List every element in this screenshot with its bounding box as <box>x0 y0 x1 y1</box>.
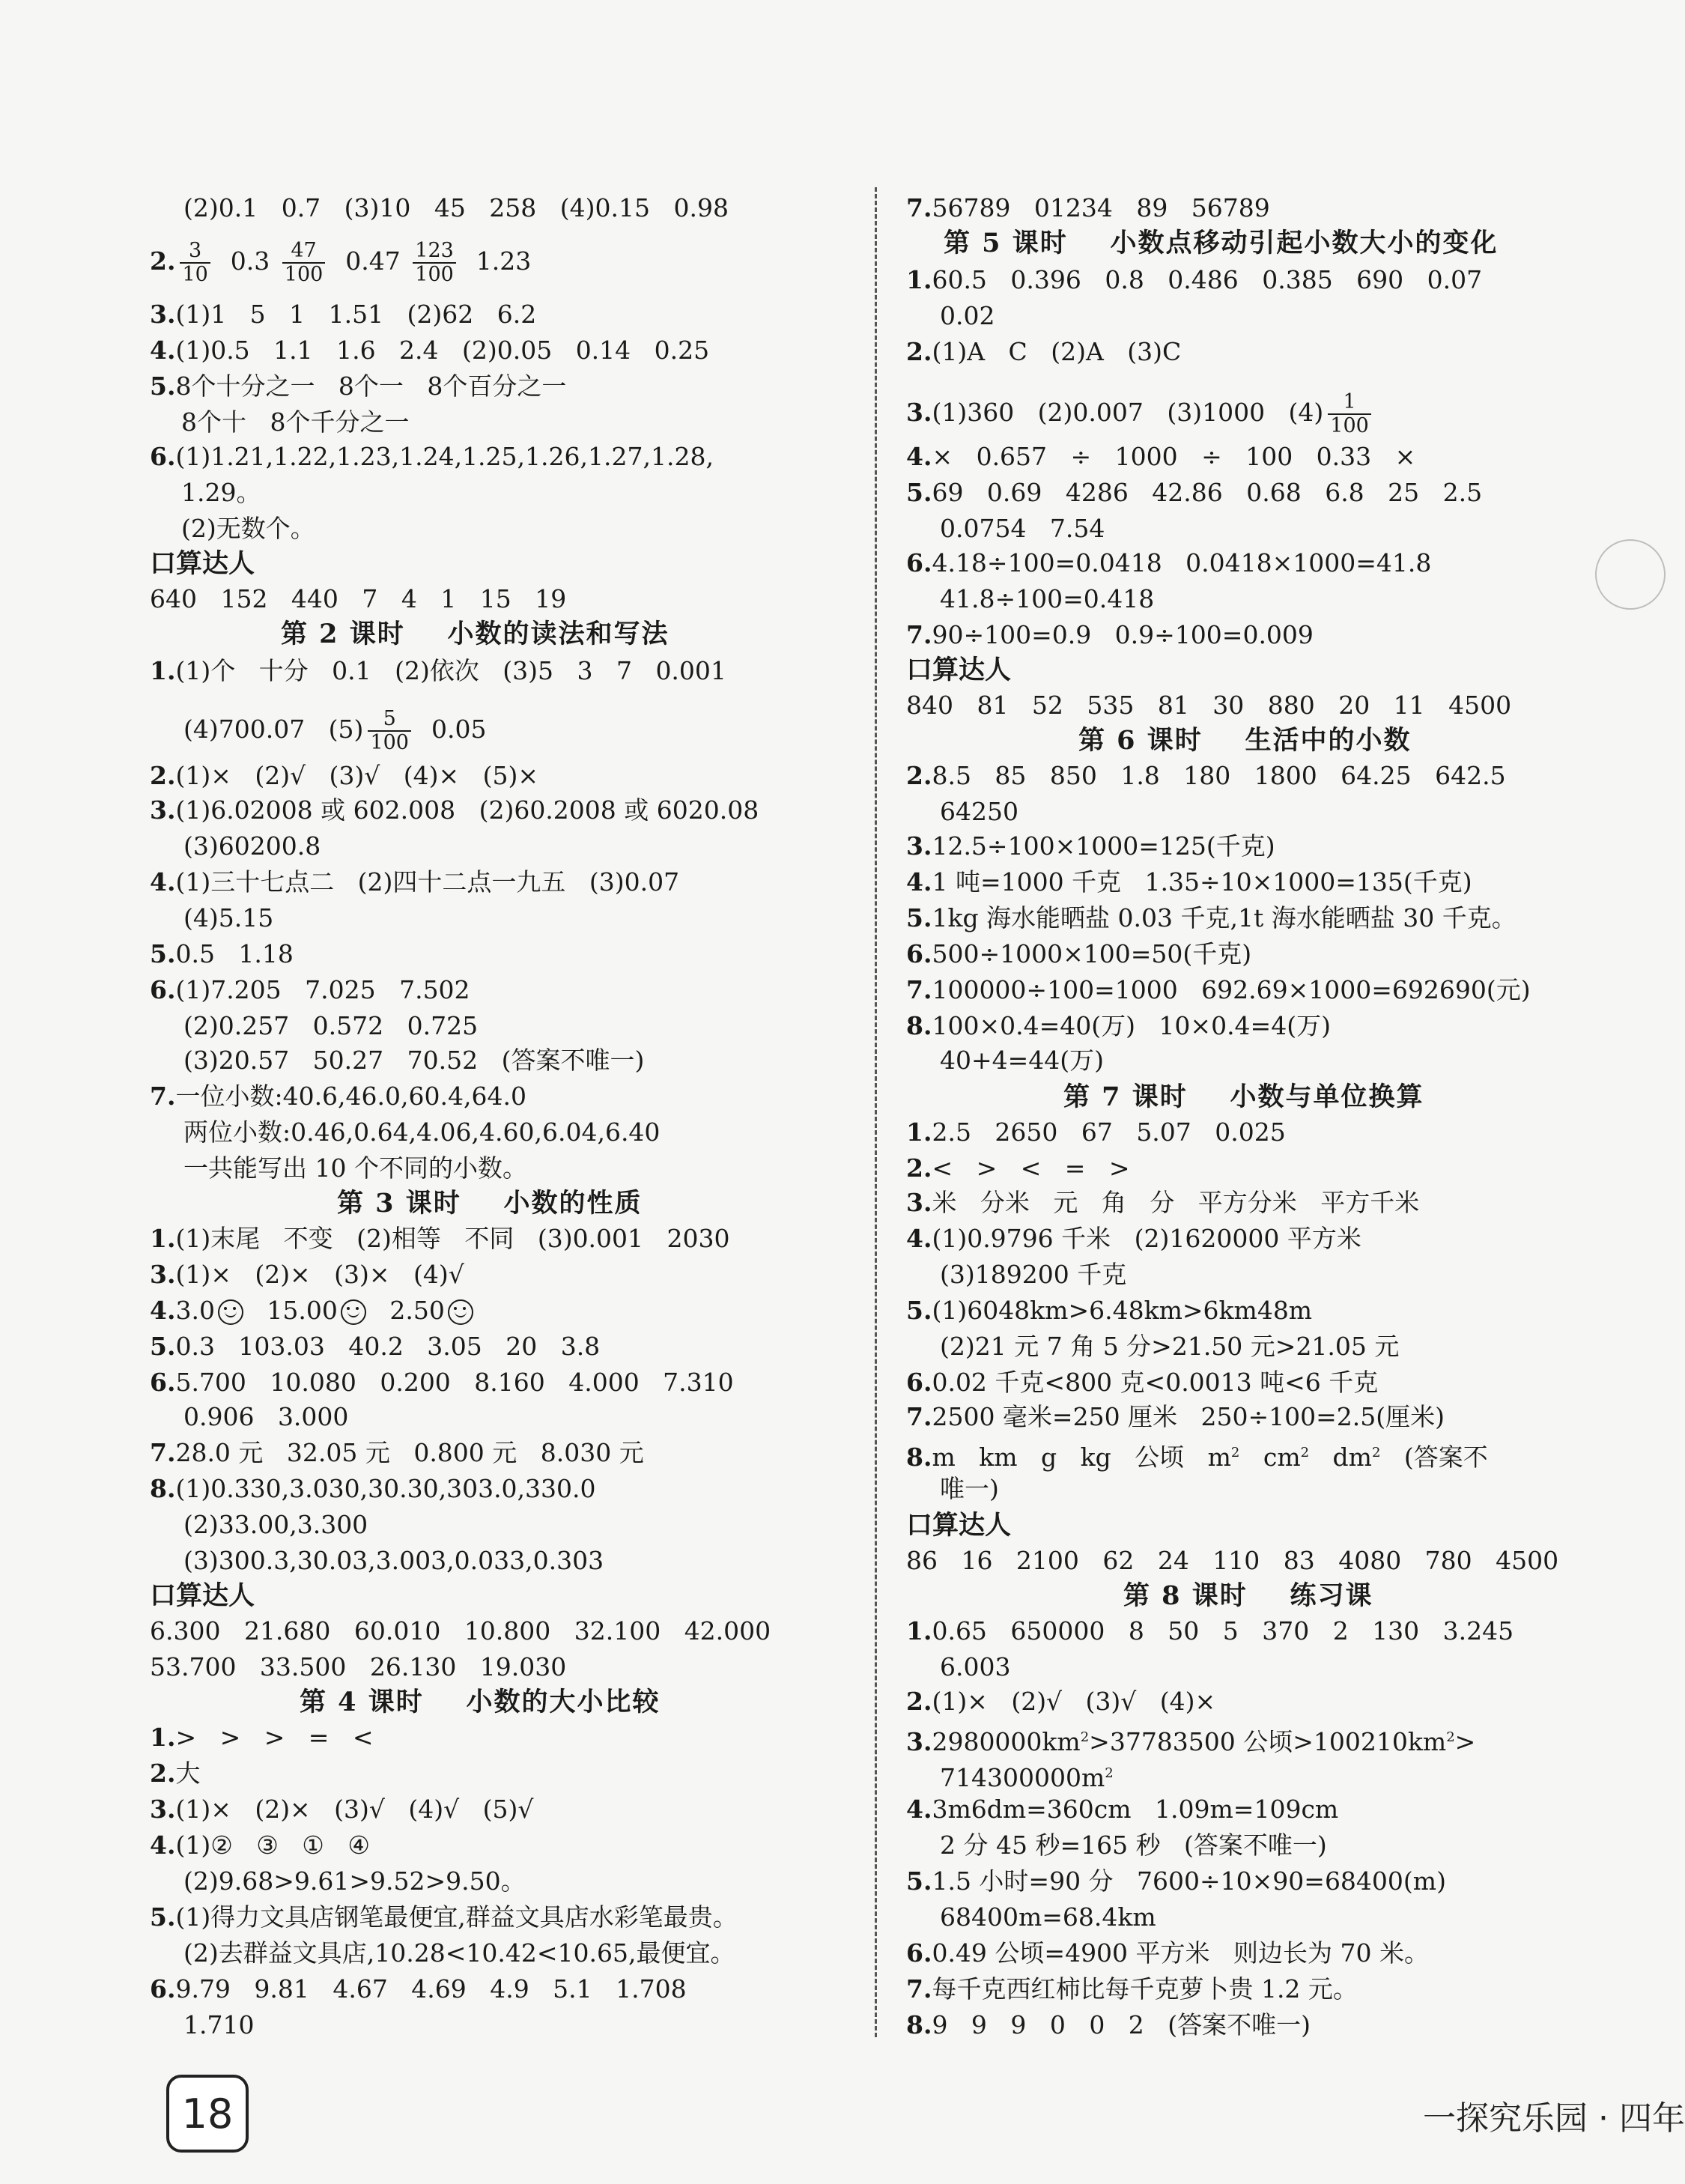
answer-text: 90÷100=0.9 0.9÷100=0.009 <box>932 620 1314 649</box>
lesson-heading: 第 5 课时 小数点移动引起小数大小的变化 <box>944 228 1499 258</box>
answer-line <box>183 831 321 861</box>
question-number: 6. <box>150 1974 176 2003</box>
answer-text: (1)6048km>6.48km>6km48m <box>932 1296 1313 1325</box>
superscript: 2 <box>1371 1445 1381 1460</box>
answer-line <box>150 795 759 825</box>
question-number: 1. <box>906 1616 932 1645</box>
answer-text: (1)1.21,1.22,1.23,1.24,1.25,1.26,1.27,1.28, <box>175 442 714 471</box>
question-number: 2. <box>906 761 932 790</box>
answer-text: 0.05 <box>415 715 487 744</box>
answer-line <box>940 514 1105 544</box>
question-number: 7. <box>906 975 932 1004</box>
answer-text: (2)21 元 7 角 5 分>21.50 元>21.05 元 <box>940 1332 1400 1361</box>
answer-line <box>940 1759 1114 1793</box>
answer-text: 两位小数:0.46,0.64,4.06,4.60,6.04,6.40 <box>183 1117 661 1147</box>
answer-line <box>906 939 1251 969</box>
answer-line <box>940 1474 999 1504</box>
question-number: 7. <box>906 620 932 649</box>
answer-line <box>150 1902 738 1932</box>
question-number: 5. <box>906 1296 932 1325</box>
fraction <box>282 240 326 286</box>
answer-text: 0.5 1.18 <box>175 939 294 968</box>
question-number: 7. <box>150 1438 176 1467</box>
answer-line <box>150 1759 200 1789</box>
lesson-heading: 第 3 课时 小数的性质 <box>337 1188 643 1219</box>
answer-line <box>906 1687 1215 1717</box>
question-number: 4. <box>906 442 932 471</box>
fraction <box>413 240 456 286</box>
answer-text: m km g kg 公顷 m <box>932 1443 1231 1472</box>
question-number: 5. <box>150 1902 176 1932</box>
answer-line <box>150 300 536 330</box>
answer-text: 64250 <box>940 797 1018 826</box>
answer-text: 2980000km <box>932 1727 1081 1756</box>
answer-line <box>906 1188 1419 1218</box>
answer-line <box>183 1117 660 1147</box>
answer-text: (2)无数个。 <box>181 514 315 543</box>
answer-text: 714300000m <box>940 1763 1105 1792</box>
answer-text: 69 0.69 4286 42.86 0.68 6.8 25 2.5 <box>932 478 1483 507</box>
answer-text: 840 81 52 535 81 30 880 20 11 4500 <box>906 691 1512 720</box>
answer-text: (1)② ③ ① ④ <box>175 1830 370 1860</box>
answer-line <box>940 584 1154 614</box>
question-number: 6. <box>150 1368 176 1397</box>
answer-line <box>150 1795 533 1824</box>
answer-line <box>150 867 679 897</box>
fraction-denominator: 10 <box>182 263 208 286</box>
answer-text: > > > = < <box>175 1723 374 1752</box>
answer-text: 41.8÷100=0.418 <box>940 584 1155 613</box>
answer-text: (1)× (2)√ (3)√ (4)× <box>932 1687 1216 1716</box>
question-number: 3. <box>906 398 932 427</box>
question-number: 6. <box>906 1368 932 1397</box>
answer-text: 4.18÷100=0.0418 0.0418×1000=41.8 <box>932 548 1432 577</box>
superscript: 2 <box>1300 1445 1310 1460</box>
answer-text: 9 9 9 0 0 2 (答案不唯一) <box>932 2010 1311 2039</box>
page-number-box <box>166 2075 249 2153</box>
answer-line <box>906 193 1270 223</box>
answer-text: 1.5 小时=90 分 7600÷10×90=68400(m) <box>932 1866 1446 1896</box>
answer-text: < > < = > <box>932 1153 1130 1183</box>
answer-text: (1)末尾 不变 (2)相等 不同 (3)0.001 2030 <box>175 1224 730 1253</box>
answer-line <box>183 1153 527 1183</box>
question-number: 2. <box>906 1153 932 1183</box>
question-number: 5. <box>150 1332 176 1361</box>
superscript: 2 <box>1230 1445 1240 1460</box>
answer-text: 大 <box>175 1759 201 1788</box>
fraction-denominator: 100 <box>284 263 324 286</box>
question-number: 3. <box>150 795 176 825</box>
answer-text: 1.710 <box>183 2010 255 2039</box>
answer-text: 0.02 <box>940 301 995 330</box>
question-number: 1. <box>150 656 176 685</box>
smiley-icon <box>448 1299 473 1325</box>
question-number: 8. <box>906 1443 932 1472</box>
answer-text: > <box>1454 1727 1476 1756</box>
answer-text: 100×0.4=40(万) 10×0.4=4(万) <box>932 1011 1331 1040</box>
answer-line <box>906 903 1516 933</box>
question-number: 6. <box>150 975 176 1004</box>
answer-line <box>183 1938 735 1968</box>
answer-line <box>150 1723 374 1753</box>
answer-line <box>906 1938 1429 1968</box>
question-number: 1. <box>150 1224 176 1253</box>
answer-text: 86 16 2100 62 24 110 83 4080 780 4500 <box>906 1546 1559 1575</box>
answer-text: dm <box>1309 1443 1372 1472</box>
answer-line <box>150 1438 644 1468</box>
question-number: 6. <box>150 442 176 471</box>
answer-line <box>906 1546 1558 1576</box>
answer-text: (1)1 5 1 1.51 (2)62 6.2 <box>175 300 537 329</box>
answer-text: 56789 01234 89 56789 <box>932 193 1270 222</box>
question-number: 6. <box>906 1938 932 1968</box>
answer-line <box>906 1795 1338 1824</box>
footer-title: 一探究乐园 · 四年 <box>1423 2099 1685 2138</box>
section-title: 口算达人 <box>906 655 1012 685</box>
answer-line <box>906 1368 1378 1398</box>
answer-text: (2)33.00,3.300 <box>183 1510 368 1539</box>
answer-text: 8.5 85 850 1.8 180 1800 64.25 642.5 <box>932 761 1506 790</box>
answer-text: (答案不 <box>1380 1443 1488 1472</box>
answer-line <box>150 1224 730 1254</box>
lesson-heading: 第 2 课时 小数的读法和写法 <box>281 619 670 649</box>
answer-line <box>906 548 1431 578</box>
section-title: 口算达人 <box>906 1510 1012 1541</box>
answer-text: 9.79 9.81 4.67 4.69 4.9 5.1 1.708 <box>175 1974 687 2003</box>
answer-line <box>906 478 1482 508</box>
answer-line <box>906 265 1482 295</box>
answer-line <box>906 1723 1475 1757</box>
answer-line <box>183 1011 478 1041</box>
answer-text: 2500 毫米=250 厘米 250÷100=2.5(厘米) <box>932 1402 1445 1431</box>
lesson-heading: 第 6 课时 生活中的小数 <box>1078 725 1412 756</box>
answer-text: 12.5÷100×1000=125(千克) <box>932 831 1275 861</box>
question-number: 8. <box>906 2010 932 2039</box>
fraction-numerator: 5 <box>368 708 411 732</box>
answer-line <box>906 1438 1488 1472</box>
answer-line <box>183 903 273 933</box>
lesson-heading: 第 7 课时 小数与单位换算 <box>1063 1082 1424 1112</box>
answer-text: 15.00 <box>243 1296 338 1325</box>
smiley-icon <box>218 1299 243 1325</box>
answer-text: 68400m=68.4km <box>940 1902 1156 1932</box>
answer-line <box>150 442 714 472</box>
answer-line <box>150 975 470 1005</box>
question-number: 1. <box>906 1117 932 1147</box>
answer-text: 1 吨=1000 千克 1.35÷10×1000=135(千克) <box>932 867 1472 897</box>
answer-text: (1)个 十分 0.1 (2)依次 (3)5 3 7 0.001 <box>175 656 726 685</box>
answer-line <box>906 1011 1331 1041</box>
fraction-numerator: 123 <box>413 240 456 264</box>
answer-text: 2.5 2650 67 5.07 0.025 <box>932 1117 1286 1147</box>
answer-line <box>183 1546 604 1576</box>
answer-text: >37783500 公顷>100210km <box>1089 1727 1447 1756</box>
question-number: 1. <box>906 265 932 294</box>
answer-text: 米 分米 元 角 分 平方分米 平方千米 <box>932 1188 1420 1217</box>
page-number: 18 <box>181 2090 234 2138</box>
answer-line <box>906 1117 1286 1147</box>
question-number: 3. <box>150 300 176 329</box>
answer-text: (1)× (2)× (3)√ (4)√ (5)√ <box>175 1795 534 1824</box>
answer-line <box>150 336 709 365</box>
answer-text: 0.3 103.03 40.2 3.05 20 3.8 <box>175 1332 601 1361</box>
answer-line <box>150 584 566 614</box>
answer-line <box>940 1046 1104 1076</box>
answer-line <box>906 975 1531 1005</box>
lesson-heading: 第 4 课时 小数的大小比较 <box>300 1687 661 1717</box>
answer-line <box>906 1153 1130 1183</box>
question-number: 8. <box>906 1011 932 1040</box>
answer-text: 一共能写出 10 个不同的小数。 <box>183 1153 527 1183</box>
question-number: 3. <box>906 1188 932 1217</box>
answer-text: 3.0 <box>175 1296 215 1325</box>
answer-text: 1.23 <box>460 246 532 276</box>
answer-text: 0.02 千克<800 克<0.0013 吨<6 千克 <box>932 1368 1379 1397</box>
answer-line <box>150 1332 600 1362</box>
answer-line <box>181 407 409 437</box>
question-number: 4. <box>150 336 176 365</box>
answer-text: (2)9.68>9.61>9.52>9.50。 <box>183 1866 526 1896</box>
question-number: 6. <box>906 939 932 968</box>
fraction-numerator: 1 <box>1328 391 1371 415</box>
fraction-denominator: 100 <box>370 731 409 754</box>
smiley-icon <box>341 1299 366 1325</box>
question-number: 8. <box>150 1474 176 1503</box>
question-number: 4. <box>150 1830 176 1860</box>
answer-line <box>906 867 1472 897</box>
question-number: 1. <box>150 1723 176 1752</box>
answer-line <box>906 691 1511 721</box>
column-divider <box>875 187 877 2037</box>
question-number: 2. <box>150 761 176 790</box>
question-number: 2. <box>150 1759 176 1788</box>
answer-text: (3)20.57 50.27 70.52 (答案不唯一) <box>183 1046 645 1075</box>
answer-line <box>183 708 486 754</box>
answer-line <box>940 797 1018 827</box>
answer-line <box>906 1866 1446 1896</box>
answer-line <box>183 193 729 223</box>
question-number: 2. <box>906 1687 932 1716</box>
answer-line <box>940 1830 1327 1860</box>
answer-text: 8个十 8个千分之一 <box>181 407 410 437</box>
fraction <box>1328 391 1371 437</box>
answer-text: (1)6.02008 或 602.008 (2)60.2008 或 6020.08 <box>175 795 759 825</box>
fraction-numerator: 47 <box>282 240 326 264</box>
question-number: 7. <box>906 1974 932 2003</box>
answer-line <box>906 337 1181 367</box>
answer-line <box>906 761 1506 791</box>
answer-line <box>150 1830 370 1860</box>
answer-text: 2 分 45 秒=165 秒 (答案不唯一) <box>940 1830 1327 1860</box>
answer-text: cm <box>1239 1443 1301 1472</box>
answer-line <box>906 620 1314 650</box>
answer-text: 500÷1000×100=50(千克) <box>932 939 1252 968</box>
answer-text: (3)60200.8 <box>183 831 321 861</box>
answer-text: (4)5.15 <box>183 903 274 932</box>
answer-text: (2)0.1 0.7 (3)10 45 258 (4)0.15 0.98 <box>183 193 729 222</box>
answer-line <box>183 2010 254 2040</box>
superscript: 2 <box>1105 1765 1114 1781</box>
answer-text: 6.003 <box>940 1652 1011 1681</box>
answer-text: 0.49 公顷=4900 平方米 则边长为 70 米。 <box>932 1938 1429 1968</box>
answer-text: 0.65 650000 8 50 5 370 2 130 3.245 <box>932 1616 1514 1645</box>
answer-text: 5.700 10.080 0.200 8.160 4.000 7.310 <box>175 1368 734 1397</box>
answer-line <box>181 514 315 544</box>
answer-line <box>181 478 261 508</box>
answer-line <box>150 761 538 791</box>
answer-line <box>906 831 1275 861</box>
answer-line <box>940 1260 1126 1290</box>
answer-line <box>906 391 1376 437</box>
answer-text: (1)A C (2)A (3)C <box>932 337 1182 366</box>
answer-line <box>906 1616 1514 1646</box>
answer-line <box>150 1974 687 2004</box>
answer-text: (1)360 (2)0.007 (3)1000 (4) <box>932 398 1324 427</box>
answer-text: (1)7.205 7.025 7.502 <box>175 975 470 1004</box>
answer-text: (1)0.5 1.1 1.6 2.4 (2)0.05 0.14 0.25 <box>175 336 710 365</box>
answer-line <box>940 1652 1010 1682</box>
answer-line <box>150 371 566 401</box>
question-number: 3. <box>150 1260 176 1289</box>
answer-text: 0.47 <box>330 246 409 276</box>
fraction <box>368 708 411 754</box>
answer-line <box>150 1296 473 1326</box>
answer-text: 1kg 海水能晒盐 0.03 千克,1t 海水能晒盐 30 千克。 <box>932 903 1516 932</box>
answer-line <box>150 1474 596 1504</box>
answer-line <box>150 1260 464 1290</box>
question-number: 5. <box>150 939 176 968</box>
answer-text: 100000÷100=1000 692.69×1000=692690(元) <box>932 975 1531 1004</box>
section-title: 口算达人 <box>150 548 255 579</box>
answer-text: 3m6dm=360cm 1.09m=109cm <box>932 1795 1339 1824</box>
answer-text: (2)0.257 0.572 0.725 <box>183 1011 479 1040</box>
stamp-mark <box>1595 539 1666 610</box>
question-number: 4. <box>906 867 932 897</box>
question-number: 5. <box>906 478 932 507</box>
answer-text: (1)× (2)√ (3)√ (4)× (5)× <box>175 761 539 790</box>
question-number: 4. <box>906 1224 932 1253</box>
answer-text: 6.300 21.680 60.010 10.800 32.100 42.000 <box>150 1616 771 1645</box>
question-number: 2. <box>906 337 932 366</box>
answer-line <box>906 1224 1361 1254</box>
answer-text: 0.906 3.000 <box>183 1402 349 1431</box>
answer-text: 53.700 33.500 26.130 19.030 <box>150 1652 567 1681</box>
question-number: 3. <box>906 831 932 861</box>
answer-text: (3)300.3,30.03,3.003,0.033,0.303 <box>183 1546 604 1575</box>
question-number: 5. <box>150 371 176 401</box>
answer-line <box>906 442 1415 472</box>
answer-text: (1)× (2)× (3)× (4)√ <box>175 1260 464 1289</box>
answer-text: (1)0.330,3.030,30.30,303.0,330.0 <box>175 1474 596 1503</box>
answer-text: 唯一) <box>940 1474 999 1503</box>
answer-line <box>906 1296 1312 1326</box>
answer-text: (2)去群益文具店,10.28<10.42<10.65,最便宜。 <box>183 1938 735 1968</box>
question-number: 7. <box>906 1402 932 1431</box>
question-number: 4. <box>906 1795 932 1824</box>
answer-text: 一位小数:40.6,46.0,60.4,64.0 <box>175 1082 526 1111</box>
question-number: 4. <box>150 1296 176 1325</box>
answer-text: (3)189200 千克 <box>940 1260 1127 1289</box>
answer-text: (1)得力文具店钢笔最便宜,群益文具店水彩笔最贵。 <box>175 1902 738 1932</box>
answer-line <box>940 301 995 331</box>
question-number: 5. <box>906 903 932 932</box>
answer-line <box>183 1510 368 1540</box>
answer-line <box>906 1402 1445 1432</box>
question-number: 7. <box>906 193 932 222</box>
answer-line <box>906 1974 1358 2004</box>
answer-text: 60.5 0.396 0.8 0.486 0.385 690 0.07 <box>932 265 1483 294</box>
answer-line <box>150 656 726 686</box>
answer-text: × 0.657 ÷ 1000 ÷ 100 0.33 × <box>932 442 1416 471</box>
fraction <box>180 240 210 286</box>
answer-text: 640 152 440 7 4 1 15 19 <box>150 584 567 613</box>
answer-line <box>940 1332 1399 1362</box>
answer-line <box>183 1046 644 1076</box>
answer-text: 28.0 元 32.05 元 0.800 元 8.030 元 <box>175 1438 644 1467</box>
superscript: 2 <box>1446 1729 1455 1745</box>
question-number: 3. <box>906 1727 932 1756</box>
answer-text: 0.0754 7.54 <box>940 514 1105 543</box>
superscript: 2 <box>1080 1729 1090 1745</box>
answer-line <box>183 1402 348 1432</box>
answer-text: (4)700.07 (5) <box>183 715 364 744</box>
answer-text: 0.3 <box>214 246 278 276</box>
fraction-numerator: 3 <box>180 240 210 264</box>
answer-line <box>940 1902 1156 1932</box>
answer-text: (1)0.9796 千米 (2)1620000 平方米 <box>932 1224 1361 1253</box>
answer-text: 8个十分之一 8个一 8个百分之一 <box>175 371 567 401</box>
question-number: 3. <box>150 1795 176 1824</box>
question-number: 2. <box>150 246 176 276</box>
answer-line <box>150 1616 771 1646</box>
answer-text: 40+4=44(万) <box>940 1046 1105 1075</box>
answer-text: 2.50 <box>365 1296 445 1325</box>
answer-text: 1.29。 <box>181 478 261 507</box>
answer-line <box>150 1082 526 1111</box>
answer-line <box>150 240 531 286</box>
section-title: 口算达人 <box>150 1580 255 1611</box>
question-number: 6. <box>906 548 932 577</box>
question-number: 7. <box>150 1082 176 1111</box>
lesson-heading: 第 8 课时 练习课 <box>1123 1580 1373 1611</box>
answer-line <box>150 1652 566 1682</box>
fraction-denominator: 100 <box>1330 414 1369 437</box>
answer-line <box>183 1866 526 1896</box>
answer-line <box>906 2010 1311 2040</box>
question-number: 5. <box>906 1866 932 1896</box>
question-number: 4. <box>150 867 176 897</box>
answer-text: 每千克西红柿比每千克萝卜贵 1.2 元。 <box>932 1974 1358 2003</box>
fraction-denominator: 100 <box>415 263 454 286</box>
answer-line <box>150 939 294 969</box>
answer-text: (1)三十七点二 (2)四十二点一九五 (3)0.07 <box>175 867 680 897</box>
answer-line <box>150 1368 734 1398</box>
